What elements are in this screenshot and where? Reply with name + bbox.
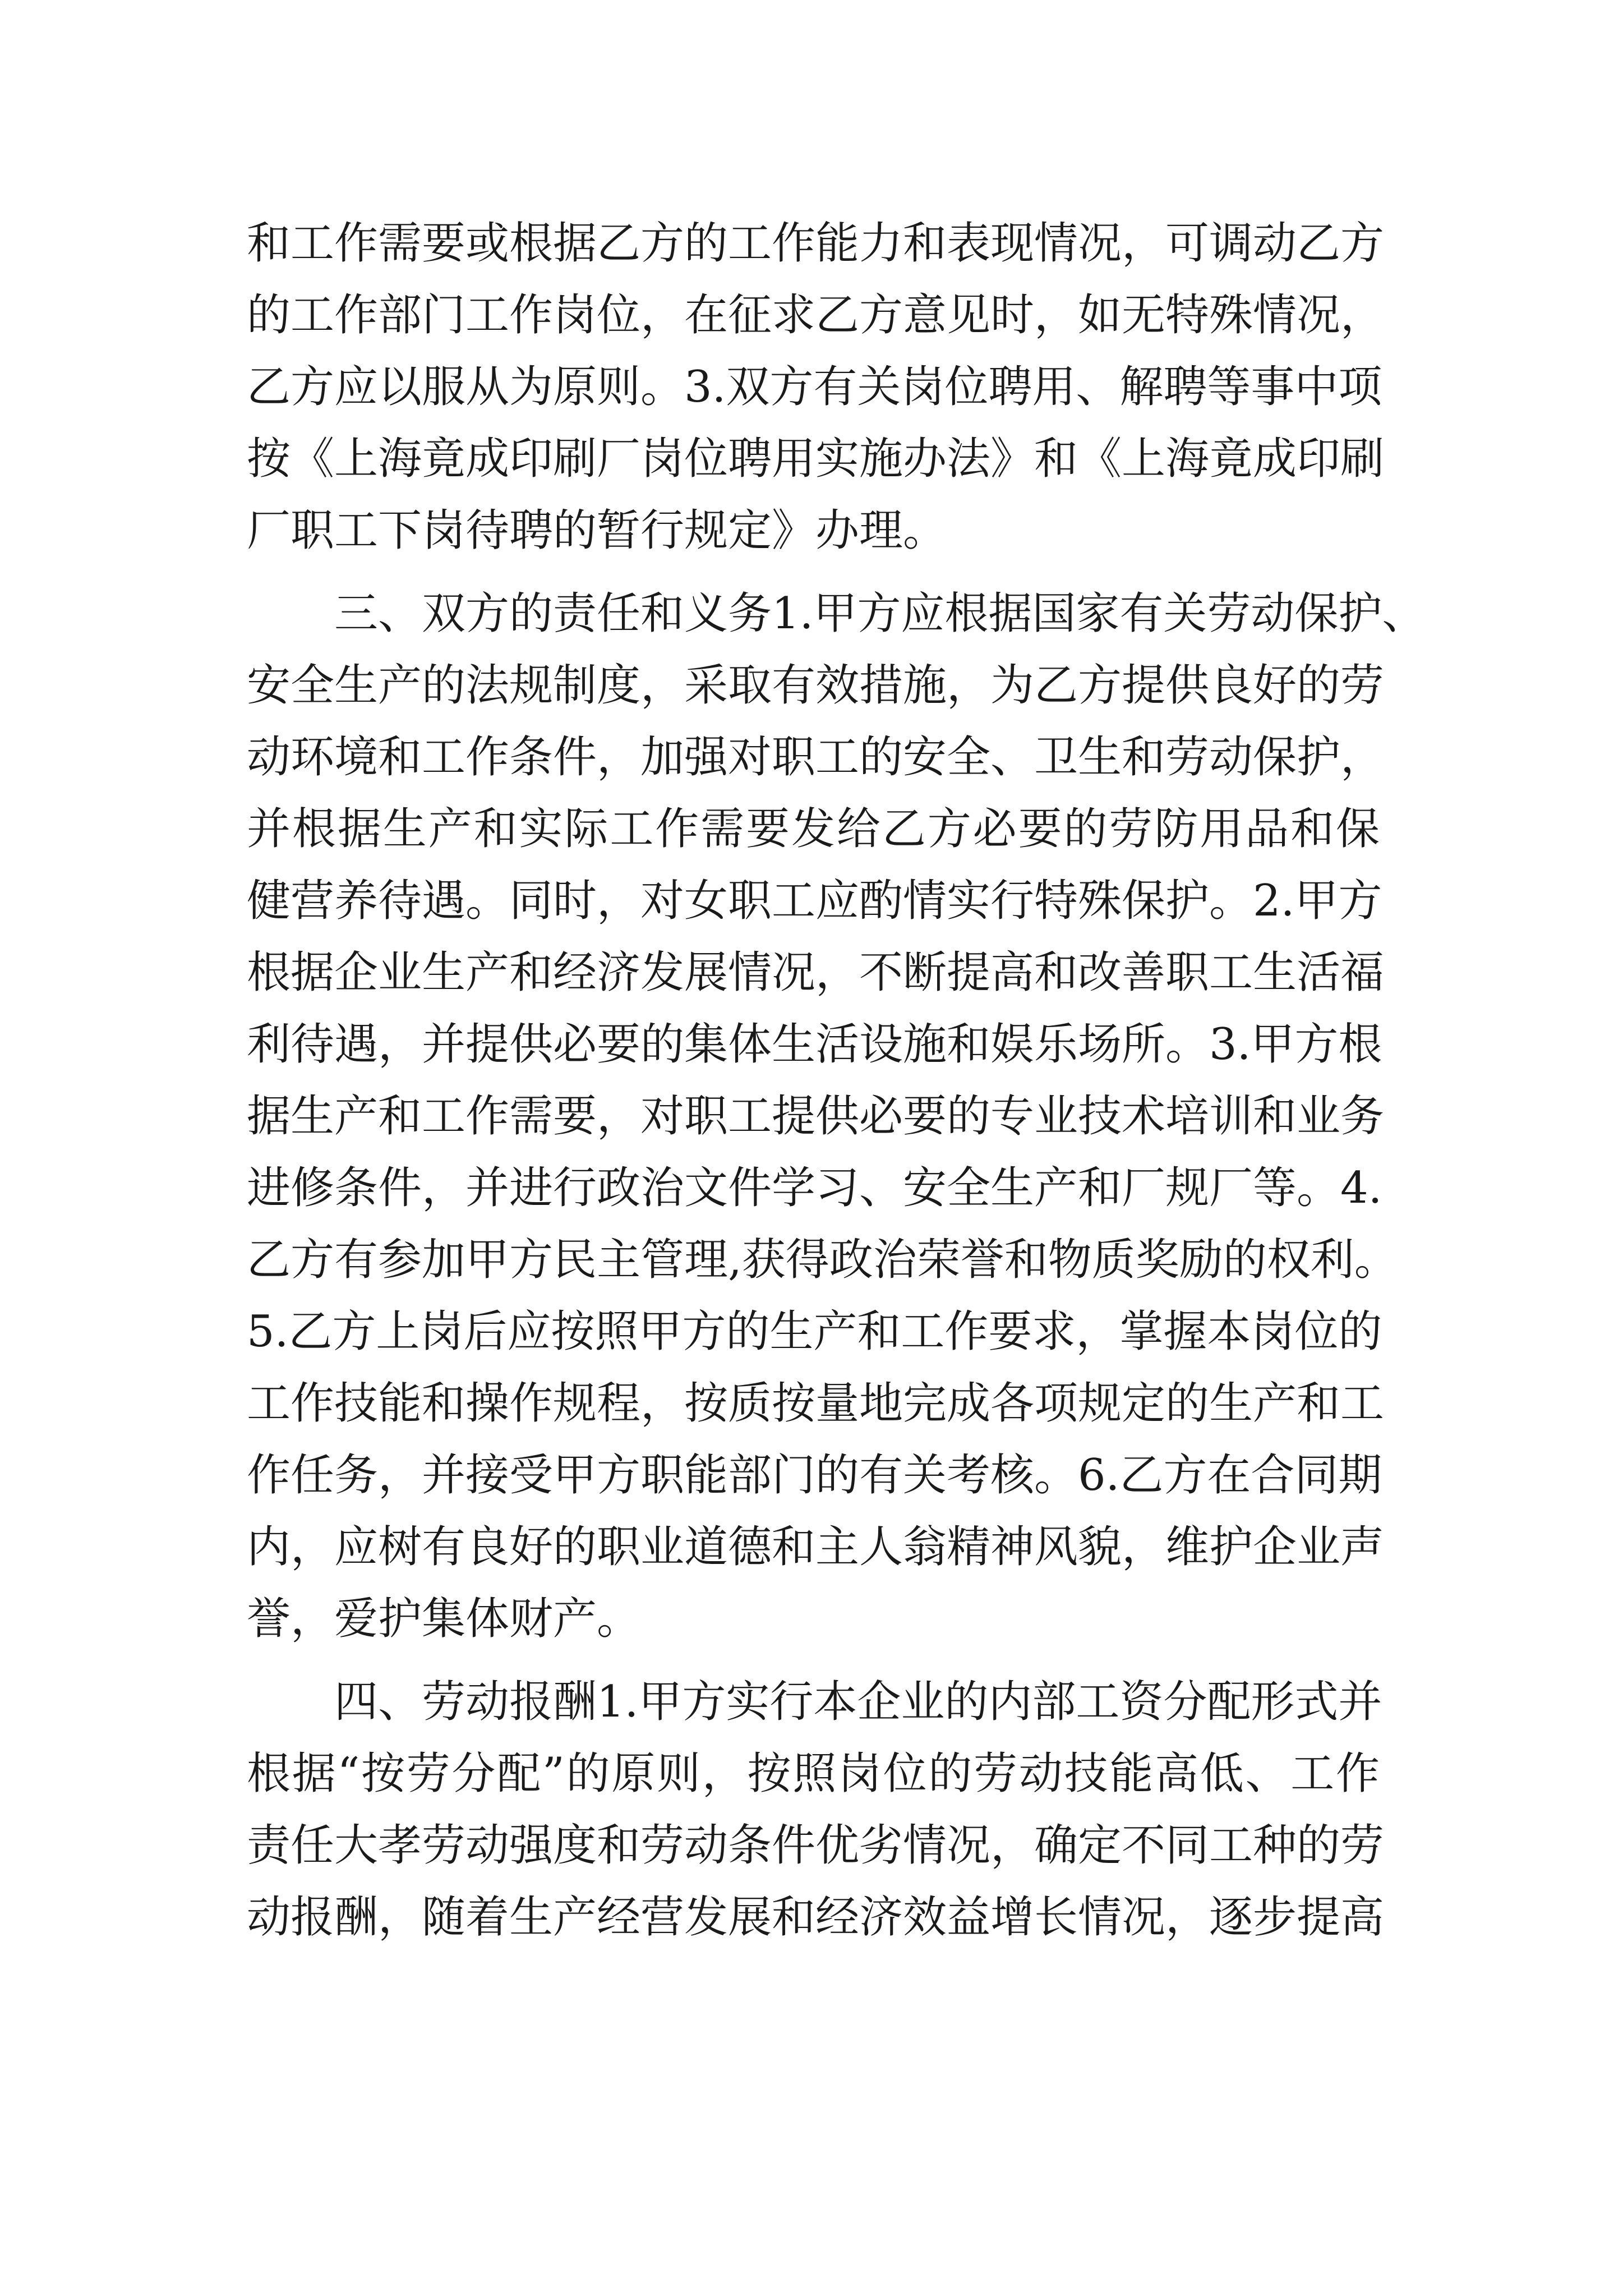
- text-line: 和工作需要或根据乙方的工作能力和表现情况，可调动乙方: [247, 218, 1385, 269]
- text-line: 四、劳动报酬1.甲方实行本企业的内部工资分配形式并: [334, 1677, 1382, 1727]
- text-line: 三、双方的责任和义务1.甲方应根据国家有关劳动保护、: [334, 588, 1426, 639]
- text-line: 并根据生产和实际工作需要发给乙方必要的劳防用品和保: [247, 804, 1380, 854]
- text-line: 乙方应以服从为原则。3.双方有关岗位聘用、解聘等事中项: [247, 362, 1382, 412]
- text-line: 厂职工下岗待聘的暂行规定》办理。: [247, 505, 947, 556]
- text-line: 作任务，并接受甲方职能部门的有关考核。6.乙方在合同期: [247, 1450, 1382, 1501]
- document-body: [247, 208, 1426, 1953]
- text-line: 乙方有参加甲方民主管理,获得政治荣誉和物质奖励的权利。: [247, 1235, 1398, 1285]
- text-line: 利待遇，并提供必要的集体生活设施和娱乐场所。3.甲方根: [247, 1019, 1382, 1070]
- text-line: 誉，爱护集体财产。: [247, 1594, 641, 1644]
- text-line: 动环境和工作条件，加强对职工的安全、卫生和劳动保护，: [247, 732, 1385, 783]
- text-line: 按《上海竟成印刷厂岗位聘用实施办法》和《上海竟成印刷: [247, 434, 1385, 484]
- text-line: 的工作部门工作岗位，在征求乙方意见时，如无特殊情况，: [247, 290, 1385, 341]
- text-line: 责任大孝劳动强度和劳动条件优劣情况，确定不同工种的劳: [247, 1820, 1385, 1871]
- text-line: 工作技能和操作规程，按质按量地完成各项规定的生产和工: [247, 1378, 1385, 1429]
- text-line: 动报酬，随着生产经营发展和经济效益增长情况，逐步提高: [247, 1892, 1385, 1943]
- text-line: 内，应树有良好的职业道德和主人翁精神风貌，维护企业声: [247, 1522, 1385, 1572]
- text-line: 根据企业生产和经济发展情况，不断提高和改善职工生活福: [247, 947, 1385, 998]
- paragraph-continuation: [247, 208, 1385, 567]
- paragraph-section-4: [247, 1666, 1385, 1953]
- text-line: 健营养待遇。同时，对女职工应酌情实行特殊保护。2.甲方: [247, 876, 1382, 926]
- paragraph-spacer: [247, 567, 1380, 578]
- text-line: 据生产和工作需要，对职工提供必要的专业技术培训和业务: [247, 1091, 1385, 1142]
- paragraph-spacer: [247, 1655, 1380, 1666]
- text-line: 安全生产的法规制度，采取有效措施，为乙方提供良好的劳: [247, 660, 1385, 711]
- text-line: 根据“按劳分配”的原则，按照岗位的劳动技能高低、工作: [247, 1749, 1380, 1799]
- text-line: 进修条件，并进行政治文件学习、安全生产和厂规厂等。4.: [247, 1163, 1382, 1213]
- text-line: 5.乙方上岗后应按照甲方的生产和工作要求，掌握本岗位的: [247, 1306, 1382, 1357]
- paragraph-section-3: [247, 578, 1426, 1655]
